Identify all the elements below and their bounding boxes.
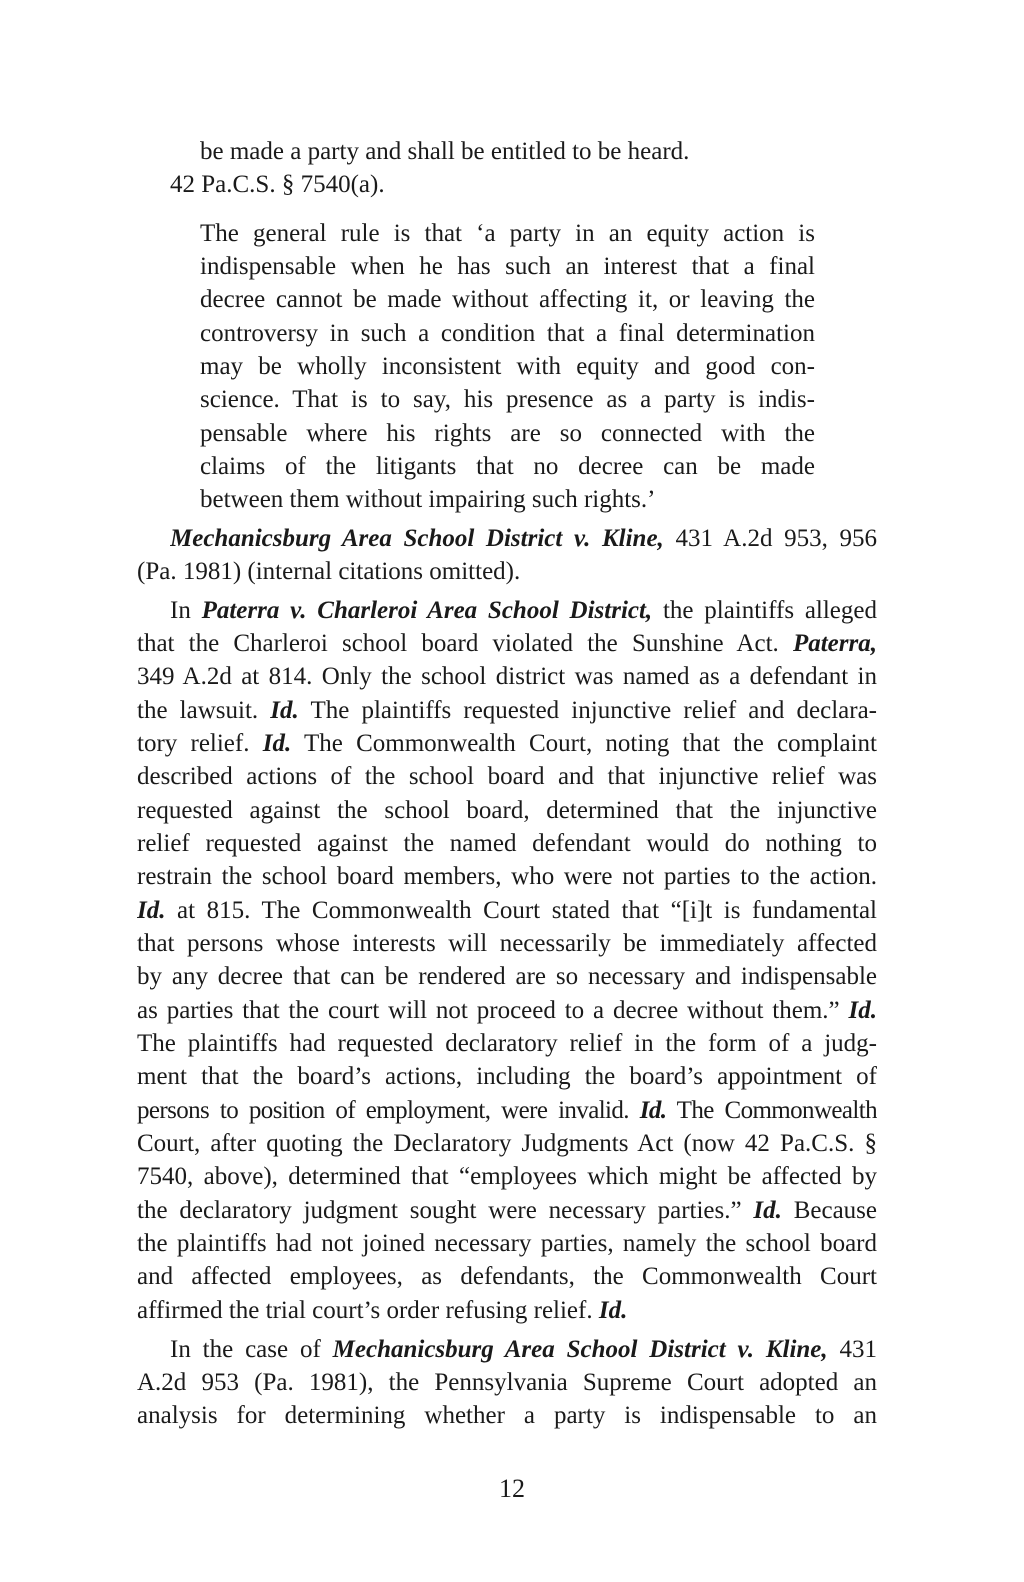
text: affirmed the trial court’s order refusing relief. — [137, 1297, 599, 1324]
paragraph-line: The plaintiffs had requested declaratory relief in the form of a judg- — [137, 1030, 877, 1057]
text: In the case of — [170, 1336, 333, 1363]
id-citation: Id. — [262, 730, 292, 757]
text: as parties that the court will not proceed to a decree without them.” — [137, 997, 849, 1024]
paragraph-line: ment that the board’s actions, including the board’s appointment of — [137, 1063, 877, 1090]
paragraph-line — [137, 1094, 877, 1128]
paragraph-line: Court, after quoting the Declaratory Judgments Act (now 42 Pa.C.S. § — [137, 1130, 877, 1157]
paragraph-line: that persons whose interests will necessarily be immediately affected — [137, 930, 877, 957]
paragraph-line — [137, 1194, 877, 1228]
text: The Commonwealth — [666, 1097, 877, 1124]
case-name: Paterra v. Charleroi Area School District, — [201, 597, 653, 624]
text: In — [170, 597, 202, 624]
text: persons to position of employment, were invalid. — [137, 1097, 640, 1124]
quote-line: The general rule is that ‘a party in an equity action is — [200, 220, 815, 247]
kline-citation — [170, 522, 877, 556]
text: the declaratory judgment sought were necessary parties.” — [137, 1197, 754, 1224]
quote-line: pensable where his rights are so connected with the — [200, 420, 815, 447]
paragraph-line: analysis for determining whether a party is indispensable to an — [137, 1402, 877, 1429]
id-citation: Id. — [137, 897, 166, 924]
text: at 815. The Commonwealth Court stated that “[i]t is fundamental — [165, 897, 877, 924]
case-short-name: Paterra, — [792, 630, 877, 657]
paragraph-line: relief requested against the named defendant would do nothing to — [137, 830, 877, 857]
statute-quote-tail: be made a party and shall be entitled to be heard. — [200, 138, 690, 165]
id-citation: Id. — [848, 997, 877, 1024]
quote-line: indispensable when he has such an interest that a final — [200, 253, 815, 280]
quote-line: controversy in such a condition that a final determination — [200, 320, 815, 347]
text: Because — [781, 1197, 877, 1224]
case-name: Mechanicsburg Area School District v. Kline, — [170, 525, 664, 552]
paragraph-line — [137, 1294, 877, 1328]
text: The Commonwealth Court, noting that the complaint — [291, 730, 877, 757]
text: 431 — [827, 1336, 877, 1363]
quote-line: science. That is to say, his presence as a party is indis- — [200, 386, 815, 413]
paragraph-line — [137, 994, 877, 1028]
quote-line: claims of the litigants that no decree can be made — [200, 453, 815, 480]
page-number: 12 — [499, 1474, 525, 1503]
paragraph-line — [170, 594, 877, 628]
paragraph-line — [137, 894, 877, 928]
paragraph-line: A.2d 953 (Pa. 1981), the Pennsylvania Supreme Court adopted an — [137, 1369, 877, 1396]
case-name: Mechanicsburg Area School District v. Kline, — [332, 1336, 828, 1363]
id-citation: Id. — [753, 1197, 782, 1224]
text: tory relief. — [137, 730, 263, 757]
quote-line: between them without impairing such rights.’ — [200, 486, 656, 513]
statute-citation: 42 Pa.C.S. § 7540(a). — [170, 171, 385, 198]
paragraph-line: and affected employees, as defendants, the Commonwealth Court — [137, 1263, 877, 1290]
quote-line: may be wholly inconsistent with equity and good con- — [200, 353, 815, 380]
kline-citation-line2: (Pa. 1981) (internal citations omitted). — [137, 558, 521, 585]
paragraph-line: 7540, above), determined that “employees which might be affected by — [137, 1163, 877, 1190]
quote-line: decree cannot be made without affecting it, or leaving the — [200, 286, 815, 313]
id-citation: Id. — [639, 1097, 667, 1124]
paragraph-line: 349 A.2d at 814. Only the school district was named as a defendant in — [137, 663, 877, 690]
paragraph-line: requested against the school board, determined that the injunctive — [137, 797, 877, 824]
paragraph-line — [137, 727, 877, 761]
paragraph-line: described actions of the school board and that injunctive relief was — [137, 763, 877, 790]
text: The plaintiffs requested injunctive relief and declara- — [298, 697, 877, 724]
id-citation: Id. — [598, 1297, 628, 1324]
text: that the Charleroi school board violated the Sunshine Act. — [137, 630, 793, 657]
id-citation: Id. — [270, 697, 299, 724]
paragraph-line: restrain the school board members, who were not parties to the action. — [137, 863, 877, 890]
paragraph-line: the plaintiffs had not joined necessary parties, namely the school board — [137, 1230, 877, 1257]
paragraph-line — [137, 694, 877, 728]
text: the lawsuit. — [137, 697, 271, 724]
paragraph-line: by any decree that can be rendered are so necessary and indispensable — [137, 963, 877, 990]
paragraph-line — [137, 627, 877, 661]
paragraph-line — [170, 1333, 877, 1367]
text: the plaintiffs alleged — [652, 597, 877, 624]
citation-reporter: 431 A.2d 953, 956 — [663, 525, 877, 552]
